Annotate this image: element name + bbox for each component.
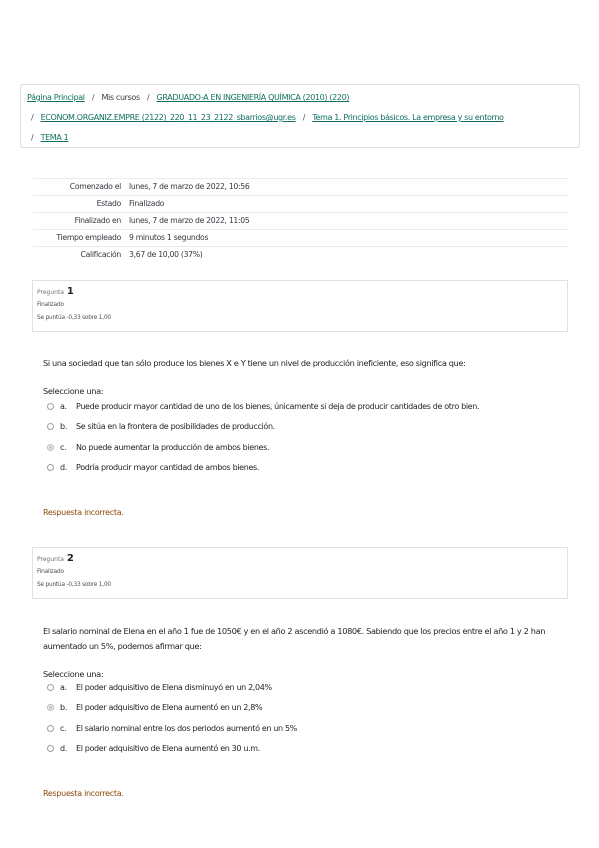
option-text: Se sitúa en la frontera de posibilidades de producción. [76, 422, 275, 431]
question-score: Se puntúa -0,33 sobre 1,00 [37, 582, 111, 588]
summary-label: Estado [33, 196, 125, 213]
question-number: Pregunta 1 [37, 286, 74, 297]
option-letter: c. [60, 724, 67, 733]
radio-button[interactable] [47, 464, 54, 471]
summary-row-completed [33, 213, 568, 230]
summary-value: lunes, 7 de marzo de 2022, 10:56 [125, 179, 568, 196]
question-info-2 [32, 547, 568, 599]
summary-row-time [33, 230, 568, 247]
answer-option[interactable] [47, 422, 275, 431]
breadcrumb [20, 84, 580, 148]
question-status: Finalizado [37, 569, 64, 575]
option-letter: d. [60, 744, 67, 753]
summary-row-grade [33, 247, 568, 264]
summary-row-state [33, 196, 568, 213]
question-score: Se puntúa -0,33 sobre 1,00 [37, 315, 111, 321]
answer-option[interactable] [47, 402, 479, 411]
question-text: Si una sociedad que tan sólo produce los bienes X e Y tiene un nivel de producción ineficiente, eso significa que: [43, 358, 466, 368]
radio-button-checked[interactable] [47, 444, 54, 451]
breadcrumb-separator: / [146, 93, 150, 102]
option-text: El poder adquisitivo de Elena aumentó en un 2,8% [76, 703, 263, 712]
breadcrumb-line-1 [27, 91, 573, 111]
option-text: El salario nominal entre los dos periodos aumentó en un 5% [76, 724, 297, 733]
summary-label: Finalizado en [33, 213, 125, 230]
breadcrumb-home-link[interactable]: Página Principal [27, 93, 85, 102]
summary-value: lunes, 7 de marzo de 2022, 11:05 [125, 213, 568, 230]
question-text: El salario nominal de Elena en el año 1 fue de 1050€ y en el año 2 ascendió a 1080€. Sabiendo que los precios entre el año 1 y 2 han aumentado un 5%, podemos afirmar que: [43, 626, 546, 651]
radio-button[interactable] [47, 745, 54, 752]
summary-value: Finalizado [125, 196, 568, 213]
option-letter: c. [60, 443, 67, 452]
select-one-prompt: Seleccione una: [43, 386, 104, 396]
breadcrumb-line-2 [27, 111, 573, 131]
option-text: Podría producir mayor cantidad de ambos bienes. [76, 463, 260, 472]
breadcrumb-separator: / [302, 113, 306, 122]
radio-button[interactable] [47, 725, 54, 732]
summary-value: 3,67 de 10,00 (37%) [125, 247, 568, 264]
breadcrumb-degree-link[interactable]: GRADUADO-A EN INGENIERÍA QUÍMICA (2010) (220) [156, 93, 350, 102]
summary-label: Tiempo empleado [33, 230, 125, 247]
summary-row-started [33, 179, 568, 196]
option-letter: a. [60, 683, 67, 692]
breadcrumb-separator: / [91, 93, 95, 102]
option-letter: d. [60, 463, 67, 472]
breadcrumb-course-link[interactable]: ECONOM.ORGANIZ.EMPRE (2122)_220_11_23_2122_sbarrios@ugr.es [40, 113, 296, 122]
option-text: No puede aumentar la producción de ambos bienes. [76, 443, 270, 452]
answer-option[interactable] [47, 683, 272, 692]
answer-option[interactable] [47, 724, 297, 733]
answer-option[interactable] [47, 463, 259, 472]
radio-button[interactable] [47, 684, 54, 691]
option-letter: a. [60, 402, 67, 411]
radio-button[interactable] [47, 423, 54, 430]
breadcrumb-separator: / [31, 113, 34, 122]
radio-button-checked[interactable] [47, 704, 54, 711]
breadcrumb-section-link[interactable]: Tema 1. Principios básicos. La empresa y su entorno [312, 113, 504, 122]
breadcrumb-my-courses[interactable]: Mis cursos [101, 93, 140, 102]
feedback-text: Respuesta incorrecta. [43, 789, 124, 798]
summary-label: Comenzado el [33, 179, 125, 196]
option-letter: b. [60, 703, 67, 712]
answer-option[interactable] [47, 744, 260, 753]
radio-button[interactable] [47, 403, 54, 410]
option-text: El poder adquisitivo de Elena aumentó en 30 u.m. [76, 744, 260, 753]
breadcrumb-line-3 [27, 131, 573, 151]
breadcrumb-separator: / [31, 133, 34, 142]
answer-option-selected[interactable] [47, 703, 262, 712]
question-number: Pregunta 2 [37, 553, 74, 564]
select-one-prompt: Seleccione una: [43, 669, 104, 679]
option-text: El poder adquisitivo de Elena disminuyó en un 2,04% [76, 683, 272, 692]
option-letter: b. [60, 422, 67, 431]
feedback-text: Respuesta incorrecta. [43, 508, 124, 517]
answer-option-selected[interactable] [47, 443, 269, 452]
option-text: Puede producir mayor cantidad de uno de los bienes, únicamente si deja de producir cantidades de otro bien. [76, 402, 480, 411]
question-status: Finalizado [37, 302, 64, 308]
question-info-1 [32, 280, 568, 332]
attempt-summary-table [33, 178, 568, 263]
breadcrumb-quiz-link[interactable]: TEMA 1 [40, 133, 69, 142]
summary-value: 9 minutos 1 segundos [125, 230, 568, 247]
summary-label: Calificación [33, 247, 125, 264]
